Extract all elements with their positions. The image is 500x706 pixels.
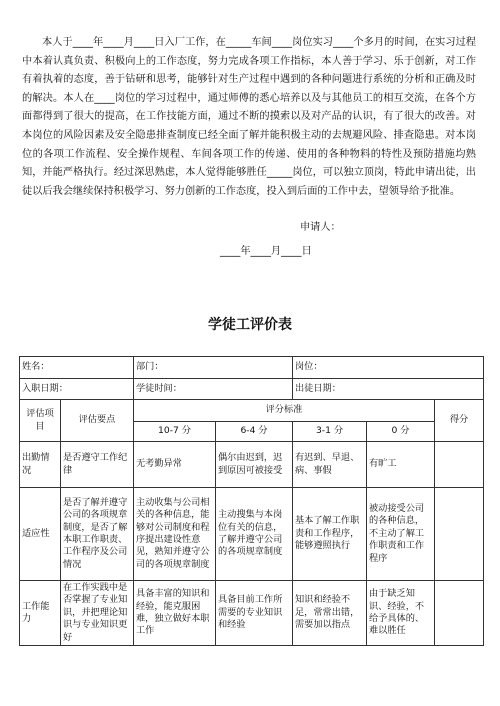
level-cell: 被动接受公司的各种信息，不主动了解工作职责和工作程序 — [367, 488, 435, 581]
application-letter — [22, 34, 476, 201]
point-cell: 是否了解并遵守公司的各项规章制度，是否了解本职工作职责、工作程序及公司情况 — [61, 488, 134, 581]
level-cell: 知识和经验不足，常常出错，需要加以指点 — [293, 581, 367, 646]
department-field[interactable]: 部门： — [134, 357, 293, 379]
score-level: 6-4 分 — [216, 422, 293, 442]
level-cell: 有迟到、早退、病、事假 — [293, 442, 367, 488]
info-row-1 — [20, 357, 484, 379]
apprentice-time-field[interactable]: 学徒时间： — [134, 379, 293, 400]
score-input-cell[interactable] — [435, 488, 484, 581]
header-row-1 — [20, 400, 484, 422]
level-cell: 具备目前工作所需要的专业知识和经验 — [216, 581, 293, 646]
level-cell: 主动收集与公司相关的各种信息，能够对公司制度和程序提出建设性意见，熟知并遵守公司的各项规章制度 — [134, 488, 216, 581]
col-score-header: 得分 — [435, 400, 484, 442]
name-field[interactable]: 姓名： — [20, 357, 134, 379]
table-row — [20, 581, 484, 646]
exit-date-field[interactable]: 出徒日期： — [293, 379, 484, 400]
level-cell: 由于缺乏知识、经验，不给予具体的、难以胜任 — [367, 581, 435, 646]
info-row-2 — [20, 379, 484, 400]
table-row — [20, 442, 484, 488]
score-input-cell[interactable] — [435, 442, 484, 488]
point-cell: 是否遵守工作纪律 — [61, 442, 134, 488]
level-cell: 主动搜集与本岗位有关的信息，了解并遵守公司的各项规章制度 — [216, 488, 293, 581]
col-item-header: 评估项目 — [20, 400, 61, 442]
item-cell: 适应性 — [20, 488, 61, 581]
level-cell: 有旷工 — [367, 442, 435, 488]
post-field[interactable]: 岗位： — [293, 357, 484, 379]
level-cell: 无考勤异常 — [134, 442, 216, 488]
level-cell: 偶尔由迟到，迟到原因可被接受 — [216, 442, 293, 488]
applicant-label: 申请人： — [300, 222, 341, 233]
evaluation-table — [19, 356, 484, 646]
signature-date: ____年____月____日 — [220, 246, 312, 257]
level-cell: 具备丰富的知识和经验，能克服困难，独立做好本职工作 — [134, 581, 216, 646]
level-cell: 基本了解工作职责和工作程序，能够遵照执行 — [293, 488, 367, 581]
col-standard-header: 评分标准 — [134, 400, 435, 422]
score-level: 0 分 — [367, 422, 435, 442]
score-level: 10-7 分 — [134, 422, 216, 442]
letter-paragraph: 本人于____年____月____日入厂工作，在_____车间____岗位实习____个多月的时间，在实习过程中本着认真负责、积极向上的工作态度，努力完成各项工作指标，本人善于学习、乐于创新，对工作有着执着的态度，善于钻研和思考，能够针对生产过程中遇到的各种问题进行系统的分析和正确及时的解决。本人在____岗位的学习过程中，通过师傅的悉心培养以及与其他员工的相互交流，在各个方面都得到了很大的提高，在工作技能方面，通过不断的摸索以及对产品的认识，有了很大的改善。对本岗位的风险因素及安全隐患排查制度已经全面了解并能积极主动的去规避风险、排查隐患。对本岗位的各项工作流程、安全操作规程、车间各项工作的传递、使用的各种物料的特性及预防措施均熟知，并能严格执行。经过深思熟虑，本人觉得能够胜任_____岗位，可以独立顶岗，特此申请出徒，出徒以后我会继续保持积极学习、努力创新的工作态度，投入到后面的工作中去，望领导给予批准。 — [22, 37, 476, 197]
item-cell: 出勤情况 — [20, 442, 61, 488]
score-input-cell[interactable] — [435, 581, 484, 646]
table-row — [20, 488, 484, 581]
form-title: 学徒工评价表 — [208, 317, 292, 333]
entry-date-field[interactable]: 入职日期： — [20, 379, 134, 400]
point-cell: 在工作实践中是否掌握了专业知识，并把理论知识与专业知识更好 — [61, 581, 134, 646]
score-level: 3-1 分 — [293, 422, 367, 442]
item-cell: 工作能力 — [20, 581, 61, 646]
col-points-header: 评估要点 — [61, 400, 134, 442]
